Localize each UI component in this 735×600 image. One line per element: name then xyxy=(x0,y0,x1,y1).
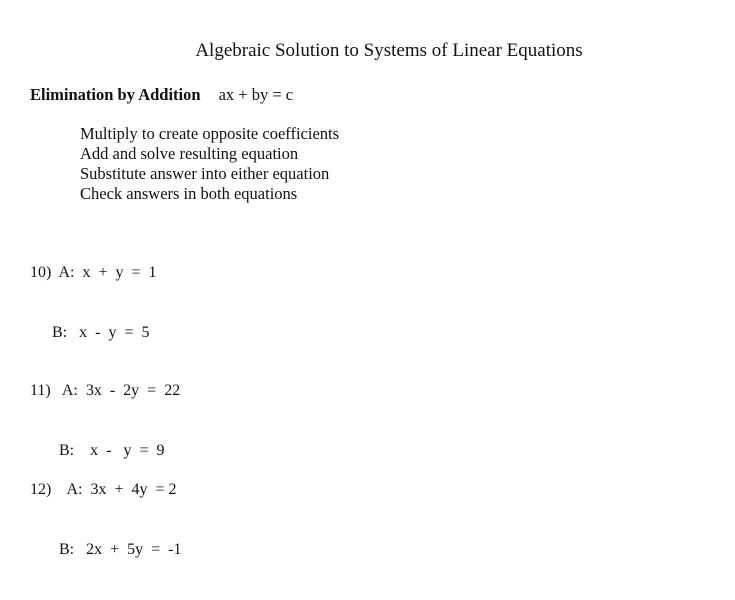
equation-a: 10) A: x + y = 1 xyxy=(30,264,157,281)
problem-12 xyxy=(30,440,182,600)
equation-a: 12) A: 3x + 4y = 2 xyxy=(30,481,177,498)
equation-b: B: x - y = 5 xyxy=(52,324,150,341)
equation-b: B: 2x + 5y = -1 xyxy=(59,541,182,558)
standard-form-formula: ax + by = c xyxy=(218,85,294,104)
equation-a: 11) A: 3x - 2y = 22 xyxy=(30,382,181,399)
step-item: Substitute answer into either equation xyxy=(80,164,330,183)
step-item: Check answers in both equations xyxy=(80,184,298,203)
method-name: Elimination by Addition xyxy=(30,85,201,104)
equation-b: B: x - y = 9 xyxy=(59,442,165,459)
step-item: Add and solve resulting equation xyxy=(80,144,299,163)
method-heading xyxy=(30,85,293,105)
step-item: Multiply to create opposite coefficients xyxy=(80,124,340,143)
page-title: Algebraic Solution to Systems of Linear Equations xyxy=(195,40,583,61)
steps-list xyxy=(80,124,339,204)
